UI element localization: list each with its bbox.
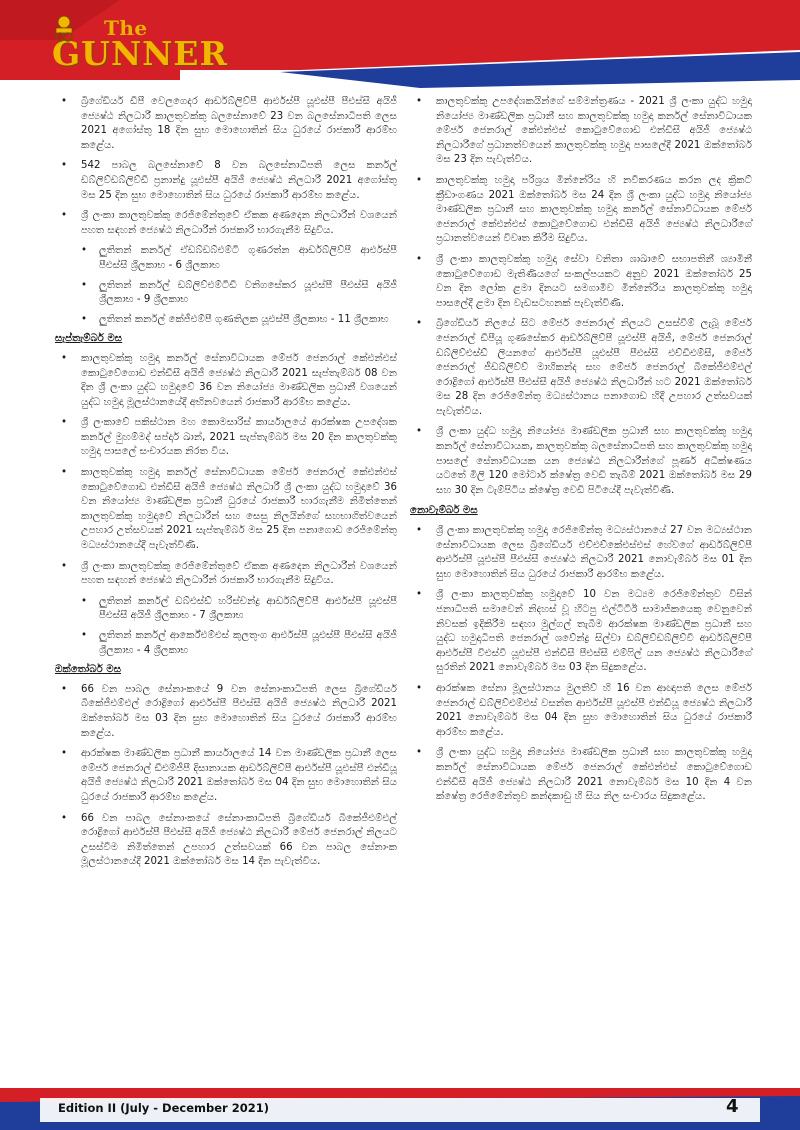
regimental-crest-icon (52, 14, 76, 44)
bullet-icon: • (416, 96, 423, 107)
bullet-icon: • (81, 245, 88, 257)
bullet-icon: • (416, 174, 423, 186)
bullet-icon: • (416, 589, 423, 601)
page-footer (0, 1088, 800, 1130)
list-item: • කාලතුවක්කු හමුදා පරිශ්‍රය මින්නේරිය හි නවීකරණය කරන ලද ක්‍රිකට් ක්‍රීඩාංගණය 2021 ඔක්තෝබර් මස 24 දින ශ්‍රී ලංකා යුද්ධ හමුදා නියෝජ්‍ය මාණ්ඩලික ප්‍රධානී සහ කාලතුවක්කු හමුදා කර්නල් සේනාවිධායක මේජර් ජෙනරාල් කේඑන්එස් කොටුවේගොඩ එන්ඩීසී අයිජී ජ්‍යෙෂ්ඨ නිලධාරීගේ ප්‍රධානත්වයෙන් විවෘත කිරීම සිදුවිය. (416, 174, 752, 245)
sub-list-item: • ලුතිතන් කර්නල් ඒඩබ්ඩබ්එම්ටී ගුණරත්න ආර්ඩබ්ලිව්පී ආර්එස්පී පීඑස්සී ශ්‍රීලකාභ - 6 ශ්‍රීලකාභ (81, 245, 397, 271)
sub-list-item: • ලුතිතන් කර්නල් ඩබ්එස්ඩ් හරිස්චන්ද්‍ර ආර්ඩබ්ලිව්පී ආර්එස්පී යූඑස්පී පීඑස්සී අයිජී ශ්‍රීලකාභ - 7 ශ්‍රීලකාභ (81, 595, 397, 622)
list-item: • කාලතුවක්කු හමුදා කර්නල් සේනාවිධායක මේජර් ජෙනරාල් කේඑන්එස් කොටුවේගොඩ එන්ඩීසී අයිජී ජ්‍යෙෂ්ඨ නිලධාරී ශ්‍රී ලංකා යුද්ධ හමුදාවේ 36 වන නියෝජ්‍ය මාණ්ඩලික ප්‍රධානී ධුරයේ රාජකාරී භාරගැනීම නිමිත්තෙන් කාලතුවක්කු හමුදාවේ නිලධාරීන් සහ සෙසු නිලයින්ගේ සහභාගිත්වයෙන් උපහාර උත්සවයක් 2021 සැප්තැම්බර් මස 25 දින පනාගොඩ රෙජිමේන්තු මධ්‍යස්ථානයේදී පැවැත්විණි. (61, 467, 397, 552)
right-column (410, 95, 752, 811)
bullet-icon: • (81, 313, 88, 325)
logo-gunner: GUNNER (52, 34, 228, 73)
bullet-icon: • (416, 318, 423, 330)
sub-list-item: • ලුතිතන් කර්නල් ආර්කේඑම්එස් කුලතුංග ආර්එස්පී යූඑස්පී පීඑස්සී අයිජී ශ්‍රීලකාභ - 4 ශ්‍රීලකාභ (81, 630, 397, 656)
bullet-icon: • (416, 682, 423, 694)
page-header (0, 0, 800, 95)
list-item: • බ්‍රිගේඩියර් ඩීපී වෙලගෙදර ආර්ඩබ්ලිව්පී ආර්එස්පී යූඑස්පී පීඑස්සී අයිජී ජ්‍යෙෂ්ඨ නිලධාරී කාලතුවක්කු බලසේනාවේ 23 වන බලසේනාධිපති ලෙස 2021 අගෝස්තු 18 දින සුභ මොහොතින් සිය ධුරයේ රාජකාරී ආරම්භ කළේය. (61, 96, 397, 151)
page-number: 4 (726, 1096, 739, 1117)
list-item: • කාලතුවක්කු හමුදා කර්නල් සේනාවිධායක මේජර් ජෙනරාල් කේඑන්එස් කොටුවේගොඩ එන්ඩීසී අයිජී ජ්‍යෙෂ්ඨ නිලධාරී 2021 සැප්තැම්බර් 08 වන දින ශ්‍රී ලංකා යුද්ධ හමුදාවේ 36 වන නියෝජ්‍ය මාණ්ඩලික ප්‍රධානී වශයෙන් යුද්ධ හමුදා මූලස්ථානයේදී අභිනවයෙන් රාජකාරී ආරම්භ කළේය. (61, 352, 397, 408)
bullet-icon: • (416, 525, 423, 537)
bullet-icon: • (61, 160, 68, 172)
bullet-icon: • (416, 747, 423, 759)
list-item: • බ්‍රිගේඩියර් නිලයේ සිට මේජර් ජෙනරාල් නිලයට උසස්වීම් ලැබූ මේජර් ජෙනරාල් ඩීපීයූ ගුණසේකර ආර්ඩබ්ලිව්පී යූඑස්පී අයිජී, මේජර් ජෙනරාල් ඩබ්ලිව්එස්ඩ් ලියනගේ ආර්එස්පී යූඑස්පී පීඑස්සී එච්ඩීඑම්සී, මේජර් ජෙනරාල් ජීඩබ්ලිව්ව් මාහිකන්ද සහ මේජර් ජෙනරාල් බීකේජීඑම්එල් රොද්‍රිගෝ ආර්එස්පී පීඑස්සී අයිජී ජ්‍යෙෂ්ඨ නිලධාරීන් හට 2021 ඔක්තෝබර් මස 28 දින රෙජිමේන්තු මධ්‍යස්ථානය පනාගොඩ හිදී උපහාර උත්සවයක් පැවැත්විය. (416, 318, 752, 417)
section-heading: නොවැම්බර් මස (410, 505, 478, 517)
list-item: • ශ්‍රී ලංකා යුද්ධ හමුදා නියෝජ්‍ය මාණ්ඩලික ප්‍රධානී සහ කාලතුවක්කු හමුදා කර්නල් සේනාවිධායක මේජර් ජෙනරාල් කේඑන්එස් කොටුවේගොඩ එන්ඩීසී අයිජී ජ්‍යෙෂ්ඨ නිලධාරී 2021 නොවැම්බර් මස 10 දින 4 වන ක්ෂේත්‍ර රෙජිමේන්තුව කන්දකාඩු හි සිය නිල සංචාරය සිදුකළේය. (416, 747, 752, 803)
bullet-icon: • (81, 279, 88, 291)
sub-list-item: • ලුතිතන් කර්නල් කේජීඑම්පී ගුණතිලක යූඑස්පී ශ්‍රීලකාභ - 11 ශ්‍රීලකාභ (55, 313, 397, 328)
list-item: • ආරක්ෂක සේනා මූලස්ථානය මුලතිව් හි 16 වන ආඥාපති ලෙස මේජර් ජෙනරාල් ඩබ්ලිව්එම්එස් වසන්ත ආර්එස්පී යූඑස්පී එන්ඩීයූ ජ්‍යෙෂ්ඨ නිලධාරී 2021 නොවැම්බර් මස 04 දින සුභ මොහොතින් සිය ධුරයේ රාජකාරී ආරම්භ කළේය. (416, 682, 752, 738)
sub-list-item: • ලුතිතන් කර්නල් ඩබ්ලිව්එම්ටීඩී වනිගසේකර යූඑස්පී පීඑස්සී අයිජී ශ්‍රීලකාභ - 9 ශ්‍රීලකාභ (81, 279, 397, 306)
list-item: • 542 පාබල බලසේනාවේ 8 වන බලසේනාධිපති ලෙස කර්නල් ඩබ්ලිව්ඩබ්ලිව්ඩී ප්‍රනාන්දු යූඑස්පී අයිජී ජ්‍යෙෂ්ඨ නිලධාරී 2021 අගෝස්තු මස 25 දින සුභ මොහොතින් සිය ධුරයේ රාජකාරී ආරම්භ කළේය. (61, 160, 397, 201)
list-item: • ශ්‍රී ලංකා කාලතුවක්කු හමුදාවේ 10 වන මධ්‍යම රෙජිමේන්තුව විසින් ජනාධිපති සමාවෙන් නිදහස් වූ හිටපු එල්ටීටීඊ සාමාජිකයෙකු වෙනුවෙන් නිවසක් ඉදිකිරීම සඳහා මුල්ගල් තැබීම ආරක්ෂක මාණ්ඩලික ප්‍රධානී සහ යුද්ධ හමුදාධිපති ජෙනරාල් ශවේන්ද්‍ර සිල්වා ඩබ්ලිව්ඩබ්ලිව්වී ආර්ඩබ්ලිව්පී ආර්එස්පී වීඑස්වී යූඑස්පී එන්ඩීසී පීඑස්සී එම්ෆිල් යන ජ්‍යෙෂ්ඨ නිලධාරීගේ සුරතින් 2021 නොවැම්බර් මස 03 දින සිදුකළේය. (416, 589, 752, 674)
list-item: • ශ්‍රී ලංකා කාලතුවක්කු රෙජිමේන්තුවේ ඒකක අණදෙන නිලධාරීන් වශයෙන් පහත සඳහන් ජ්‍යෙෂ්ඨ නිලධාරීන් රාජකාරී භාරගැනීම සිදුවිය. (61, 560, 397, 587)
bullet-icon: • (61, 560, 68, 572)
list-item: • ශ්‍රී ලංකා කාලතුවක්කු හමුදා රෙජිමේන්තු මධ්‍යස්ථානයේ 27 වන මධ්‍යස්ථාන සේනාවිධායක ලෙස බ්‍රිගේඩියර් එච්එච්කේඑස්එස් හේවගේ ආර්ඩබ්ලිව්පී ආර්එස්පී යූඑස්පී පීඑස්සී ජ්‍යෙෂ්ඨ නිලධාරී 2021 නොවැම්බර් මස 01 දින සුභ මොහොතින් සිය ධුරයේ රාජකාරී ආරම්භ කළේය. (416, 525, 752, 580)
bullet-icon: • (61, 812, 68, 824)
bullet-icon: • (81, 595, 88, 607)
bullet-icon: • (416, 426, 423, 438)
bullet-icon: • (61, 96, 68, 107)
list-item: • 66 වන පාබල සේනාංකයේ සේනාංකාධිපති බ්‍රිගේඩියර් බීකේජීඑම්එල් රොද්‍රිගෝ ආර්එස්පී පීඑස්සී අයිජී ජ්‍යෙෂ්ඨ නිලධාරී මේජර් ජෙනරාල් නිලයට උසස්වීම නිමිත්තෙන් උපහාර උත්සවයක් 66 වන පාබල සේනාංක මූලස්ථානයේදී 2021 ඔක්තෝබර් මස 14 දින පැවැත්විය. (61, 812, 397, 868)
bullet-icon: • (416, 253, 423, 265)
list-item: • ශ්‍රී ලංකාවේ පකිස්ථාන මහ කොමසාරිස් කාර්යාලයේ ආරක්ෂක උපදේශක කර්නල් මුහම්මද් සප්දාර් ඛාන්, 2021 සැප්තැම්බර් මස 20 දින කාලතුවක්කු හමුදා පාසලේ සංචාරයක නිරත විය. (61, 417, 397, 458)
list-item: • ශ්‍රී ලංකා යුද්ධ හමුදා නියෝජ්‍ය මාණ්ඩලික ප්‍රධානී සහ කාලතුවක්කු හමුදා කර්නල් සේනාවිධායක, කාලතුවක්කු බලසේනාධිපති සහ කාලතුවක්කු හමුදා පාසලේ සේනාවිධායක යන ජ්‍යෙෂ්ඨ නිලධාරීන්ගේ පූර්ණ අධීක්ෂණය යටතේ මිලි 120 මෝටාර් ක්ෂේත්‍ර වෙඩි තැබීම් 2021 ඔක්තෝබර් මස 29 සහ 30 දින ටැම්පිටිය ක්ෂේත්‍ර වෙඩි පිටියේදී පැවැත්විණි. (416, 426, 752, 496)
logo-the: The (104, 16, 148, 40)
bullet-icon: • (61, 417, 68, 429)
list-item: • කාලතුවක්කු උපදේශකයින්ගේ සම්මන්ත්‍රණය - 2021 ශ්‍රී ලංකා යුද්ධ හමුදා නියෝජ්‍ය මාණ්ඩලික ප්‍රධානී සහ කාලතුවක්කු හමුදා කර්නල් සේනාවිධායක මේජර් ජෙනරාල් කේඑන්එස් කොටුවේගොඩ එන්ඩීසී අයිජී ජ්‍යෙෂ්ඨ නිලධාරීගේ ප්‍රධානත්වයෙන් කාලතුවක්කු හමුදා පාසලේදී 2021 ඔක්තෝබර් මස 23 දින පැවැත්විය. (416, 96, 752, 166)
list-item: • 66 වන පාබල සේනාංකයේ 9 වන සේනාංකාධිපති ලෙස බ්‍රිගේඩියර් බීකේජීඑම්එල් රොද්‍රිගෝ ආර්එස්පී පීඑස්සී අයිජී ජ්‍යෙෂ්ඨ නිලධාරී 2021 ඔක්තෝබර් මස 03 දින සුභ මොහොතින් සිය ධුරයේ රාජකාරී ආරම්භ කළේය. (61, 683, 397, 739)
bullet-icon: • (61, 210, 68, 222)
list-item: • ශ්‍රී ලංකා කාලතුවක්කු රෙජිමේන්තුවේ ඒකක අණදෙන නිලධාරීන් වශයෙන් පහත සඳහන් ජ්‍යෙෂ්ඨ නිලධාරීන් රාජකාරි භාරගැනීම සිදුවිය. (61, 210, 397, 236)
section-heading: සැප්තැම්බර් මස (55, 333, 123, 345)
left-column (55, 95, 397, 876)
bullet-icon: • (81, 630, 88, 641)
masthead-logo (52, 14, 232, 84)
section-heading: ඔක්තෝබර් මස (55, 664, 122, 676)
bullet-icon: • (61, 467, 68, 479)
list-item: • ආරක්ෂක මාණ්ඩලික ප්‍රධානී කාර්යාලයේ 14 වන මාණ්ඩලික ප්‍රධානී ලෙස මේජර් ජෙනරාල් ඩීඑම්ජීපී දිසානායක ආර්ඩබ්ලිව්පී ආර්එස්පී යූඑස්පී එන්ඩීයූ අයිජී ජ්‍යෙෂ්ඨ නිලධාරී 2021 ඔක්තෝබර් මස 04 දින සුභ මොහොතින් සිය ධුරයේ රාජකාරී ආරම්භ කළේය. (61, 748, 397, 803)
edition-label: Edition II (July - December 2021) (58, 1101, 269, 1115)
bullet-icon: • (61, 352, 68, 364)
bullet-icon: • (61, 748, 68, 760)
list-item: • ශ්‍රී ලංකා කාලතුවක්කු හමුදා සේවා වනිතා ශාඛාවේ සභාපතිනී ශ්‍යාමිනී කොටුවේගොඩ මැතිණියගේ සංකල්පයකට අනුව 2021 ඔක්තෝබර් 25 වන දින ලෝක ළමා දිනයට සමගාමීව මින්නේරිය කාලතුවක්කු හමුදා පාසලේදී ළමා දින වැඩසටහනක් පැවැත්විණි. (416, 253, 752, 309)
bullet-icon: • (61, 683, 68, 695)
